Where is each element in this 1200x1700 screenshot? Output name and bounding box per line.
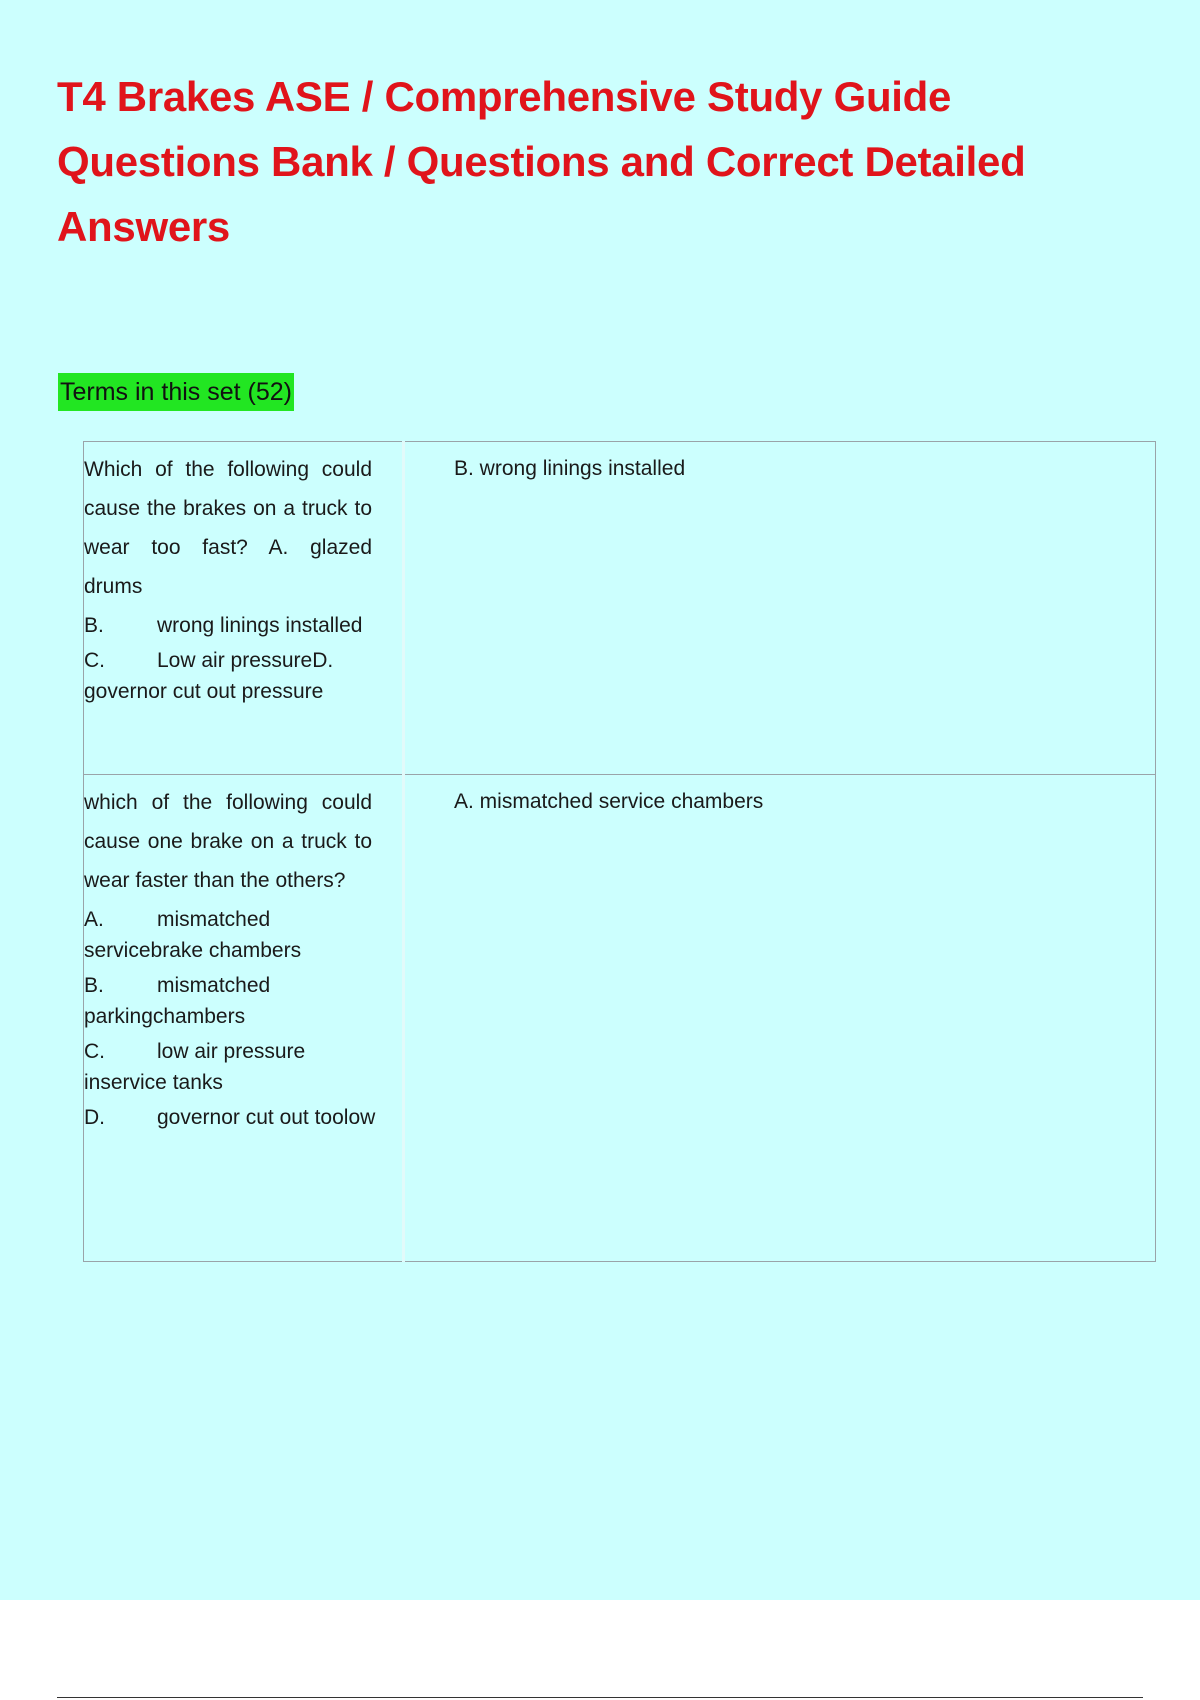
flashcard-row xyxy=(84,775,1156,1262)
question-cell xyxy=(84,442,404,775)
flashcard-row xyxy=(84,442,1156,775)
answer-text: A. mismatched service chambers xyxy=(454,790,764,813)
answer-text: B. wrong linings installed xyxy=(454,457,686,480)
option-text: governor cut out toolow xyxy=(157,1106,376,1129)
option-d xyxy=(84,1102,402,1133)
option-text: Low air pressureD. governor cut out pressure xyxy=(84,649,334,703)
option-b xyxy=(84,970,402,1032)
option-c xyxy=(84,1036,402,1098)
option-letter: C. xyxy=(84,1040,105,1063)
question-cell xyxy=(84,775,404,1262)
option-text: wrong linings installed xyxy=(157,614,363,637)
answer-cell xyxy=(404,442,1156,775)
option-b xyxy=(84,610,402,641)
answer-cell xyxy=(404,775,1156,1262)
question-text: Which of the following could cause the brakes on a truck to wear too fast? A. glazed drums xyxy=(84,458,372,598)
option-a xyxy=(84,904,402,966)
footer-divider xyxy=(57,1697,1143,1698)
option-c xyxy=(84,645,402,707)
option-letter: B. xyxy=(84,614,104,637)
option-text: low air pressure inservice tanks xyxy=(84,1040,306,1094)
flashcard-table xyxy=(83,441,1156,1262)
document-title: T4 Brakes ASE / Comprehensive Study Guide Questions Bank / Questions and Correct Detailed Answers xyxy=(57,73,1026,250)
option-text: mismatched parkingchambers xyxy=(84,974,271,1028)
option-letter: B. xyxy=(84,974,104,997)
question-text: which of the following could cause one brake on a truck to wear faster than the others? xyxy=(84,791,372,892)
option-letter: C. xyxy=(84,649,105,672)
option-letter: A. xyxy=(84,908,104,931)
terms-count-label: Terms in this set (52) xyxy=(58,373,294,411)
option-letter: D. xyxy=(84,1106,105,1129)
option-text: mismatched servicebrake chambers xyxy=(84,908,302,962)
